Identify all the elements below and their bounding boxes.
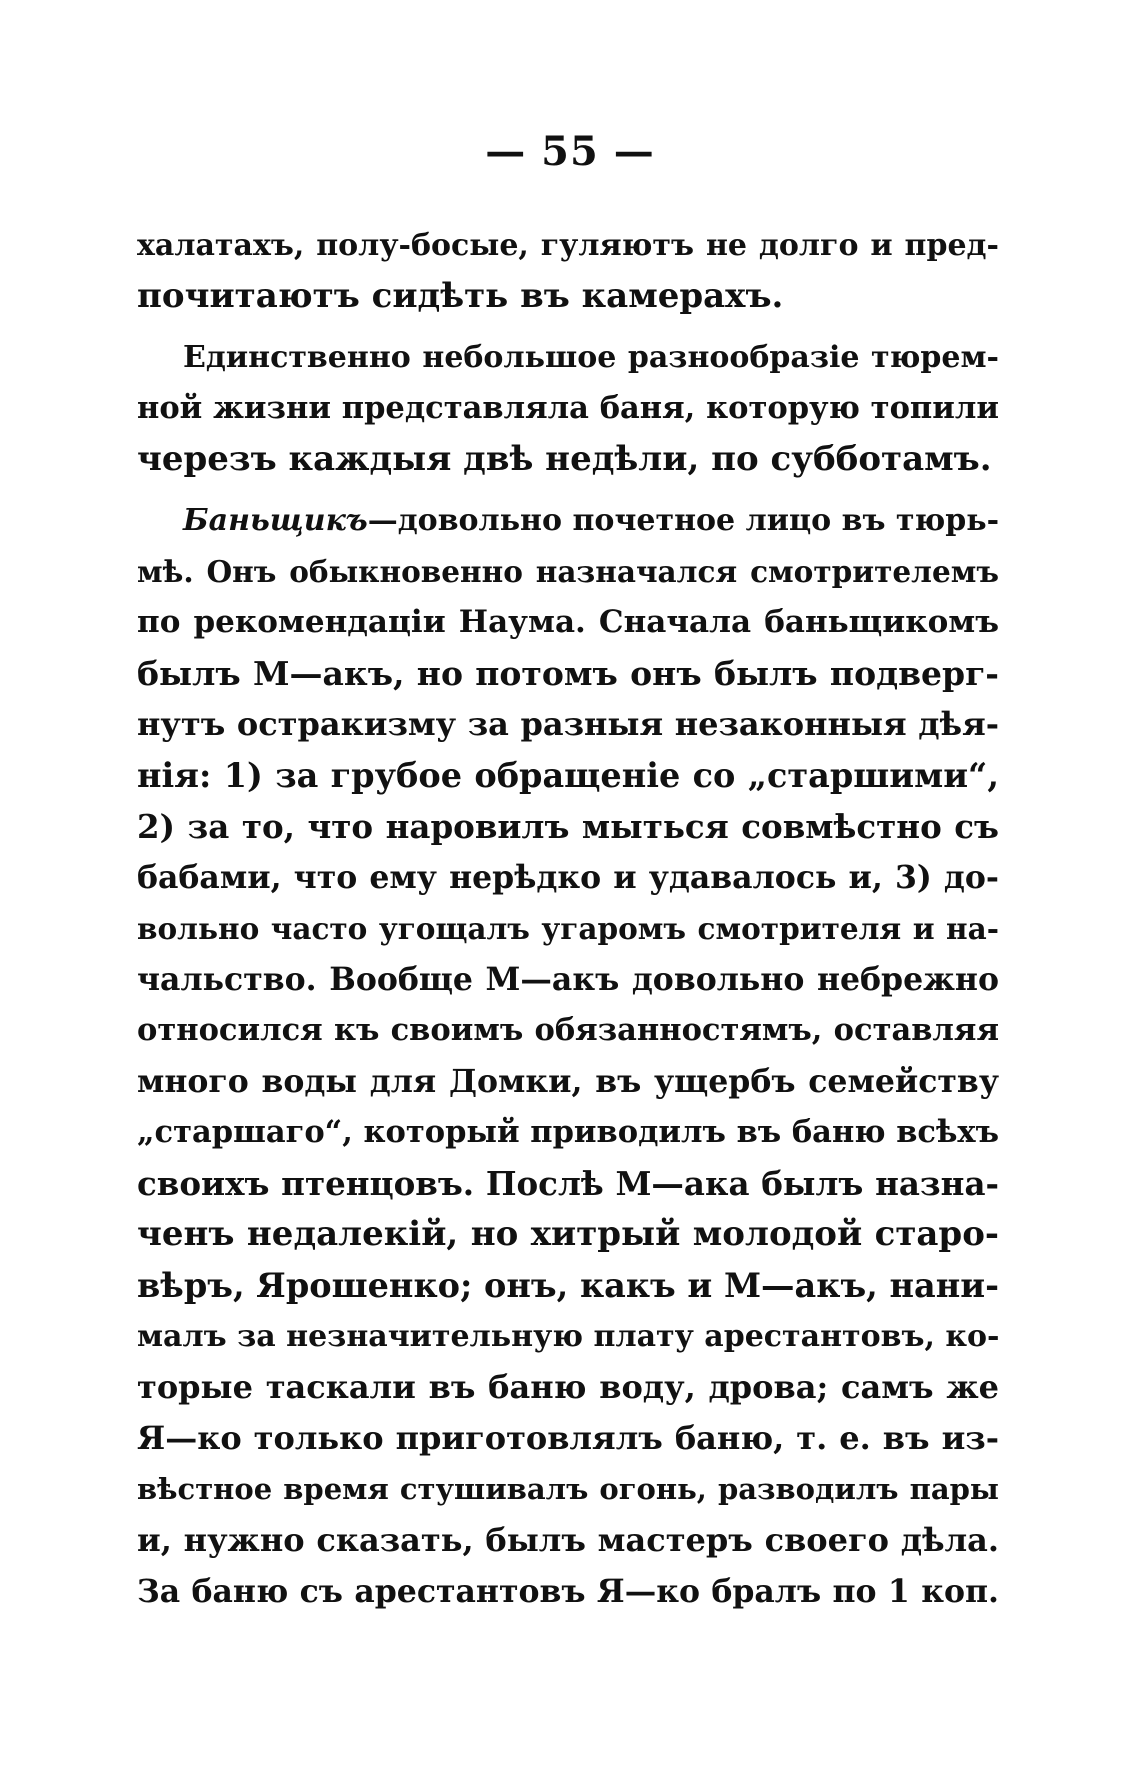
text-line: чальство. Вообще М—акъ довольно небрежно [137, 961, 999, 998]
text-line: вѣръ, Ярошенко; онъ, какъ и М—акъ, нани- [137, 1266, 999, 1305]
text-line: Я—ко только приготовлялъ баню, т. е. въ из- [137, 1419, 999, 1457]
text-line: халатахъ, полу-босые, гуляютъ не долго и пред- [137, 228, 999, 263]
text-line: вѣстное время стушивалъ огонь, разводилъ пары [137, 1472, 999, 1506]
italic-term: Баньщикъ [183, 503, 368, 538]
paragraph-gap [137, 485, 999, 495]
text-line: торые таскали въ баню воду, дрова; самъ же [137, 1368, 999, 1406]
text-line: ченъ недалекій, но хитрый молодой старо- [137, 1214, 999, 1254]
text-line: почитаютъ сидѣть въ камерахъ. [137, 276, 784, 316]
text-line: мѣ. Онъ обыкновенно назначался смотрителемъ [137, 554, 999, 589]
text-line: по рекомендаціи Наума. Сначала баньщикомъ [137, 604, 999, 640]
text-line: „старшаго“, который приводилъ въ баню всѣхъ [137, 1114, 999, 1150]
text-line: ной жизни представляла баня, которую топили [137, 390, 999, 426]
paragraph-gap [137, 322, 999, 332]
text-line: За баню съ арестантовъ Я—ко бралъ по 1 коп. [137, 1573, 999, 1610]
text-line: нія: 1) за грубое обращеніе со „старшими“, [137, 756, 999, 795]
text-line: бабами, что ему нерѣдко и удавалось и, 3) до- [137, 859, 999, 896]
text-line: и, нужно сказать, былъ мастеръ своего дѣла. [137, 1521, 999, 1559]
text-line: относился къ своимъ обязанностямъ, оставляя [137, 1012, 999, 1048]
page-number: — 55 — [485, 128, 655, 175]
text-line: 2) за то, что наровилъ мыться совмѣстно съ [137, 807, 999, 846]
text-line: нутъ остракизму за разныя незаконныя дѣя- [137, 705, 999, 743]
text-line: Единственно небольшое разнообразіе тюрем- [183, 340, 999, 375]
text-line: много воды для Домки, въ ущербъ семейству [137, 1063, 999, 1100]
text-line: былъ М—акъ, но потомъ онъ былъ подверг- [137, 654, 999, 693]
text-line: вольно часто угощалъ угаромъ смотрителя и на- [137, 911, 999, 946]
text-line: малъ за незначительную плату арестантовъ, ко- [137, 1319, 999, 1354]
text-line: своихъ птенцовъ. Послѣ М—ака былъ назна- [137, 1164, 999, 1203]
text-line: черезъ каждыя двѣ недѣли, по субботамъ. [137, 439, 992, 479]
text-line-rest: —довольно почетное лицо въ тюрь- [367, 503, 999, 538]
body-text [137, 220, 999, 1617]
text-line [137, 495, 999, 546]
